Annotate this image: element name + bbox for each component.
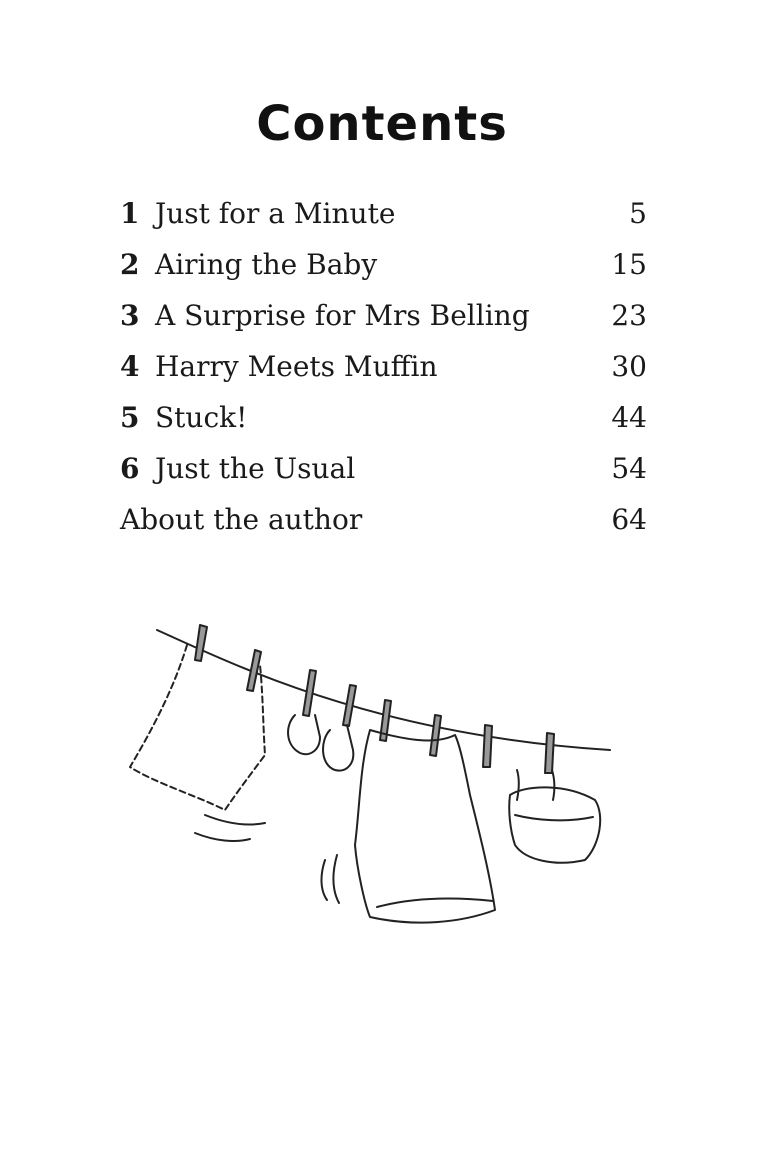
toc-page-number: 15 [611,248,647,281]
toc-page-number: 5 [629,197,647,230]
toc-chapter-title: Stuck! [155,401,248,434]
toc-chapter-title: Airing the Baby [155,248,378,281]
page-title: Contents [256,96,508,152]
clothes-peg [545,733,554,773]
clothes-peg [195,625,207,661]
sock [288,715,320,754]
toc-chapter-number: 1 [120,197,140,230]
toc-entry[interactable] [120,447,647,498]
clothes-peg [483,725,492,767]
toc-chapter-number: 5 [120,401,140,434]
toc-entry[interactable] [120,345,647,396]
toc-chapter-title: A Surprise for Mrs Belling [155,299,530,332]
toc-page-number: 54 [611,452,647,485]
toc-chapter-number: 4 [120,350,140,383]
toc-entry[interactable] [120,294,647,345]
toc-chapter-title: Just for a Minute [155,197,396,230]
toc-entry[interactable] [120,243,647,294]
toc-entry[interactable] [120,396,647,447]
toc-page-number: 44 [611,401,647,434]
toc-entry[interactable] [120,192,647,243]
toc-page-number: 30 [611,350,647,383]
toc-entry-about-author[interactable] [120,498,647,549]
clothes-peg [430,715,441,756]
toc-chapter-number: 6 [120,452,140,485]
toc-about-author-title: About the author [120,503,363,536]
toc-chapter-title: Just the Usual [155,452,356,485]
toc-chapter-title: Harry Meets Muffin [155,350,438,383]
sock [323,725,353,771]
toc-page-number: 23 [611,299,647,332]
table-of-contents [120,192,647,549]
toc-chapter-number: 3 [120,299,140,332]
toc-chapter-number: 2 [120,248,140,281]
vest-garment [130,645,265,810]
clothesline-illustration [115,605,625,945]
toc-page-number: 64 [611,503,647,536]
bonnet [509,787,600,862]
dress-garment [355,730,495,923]
